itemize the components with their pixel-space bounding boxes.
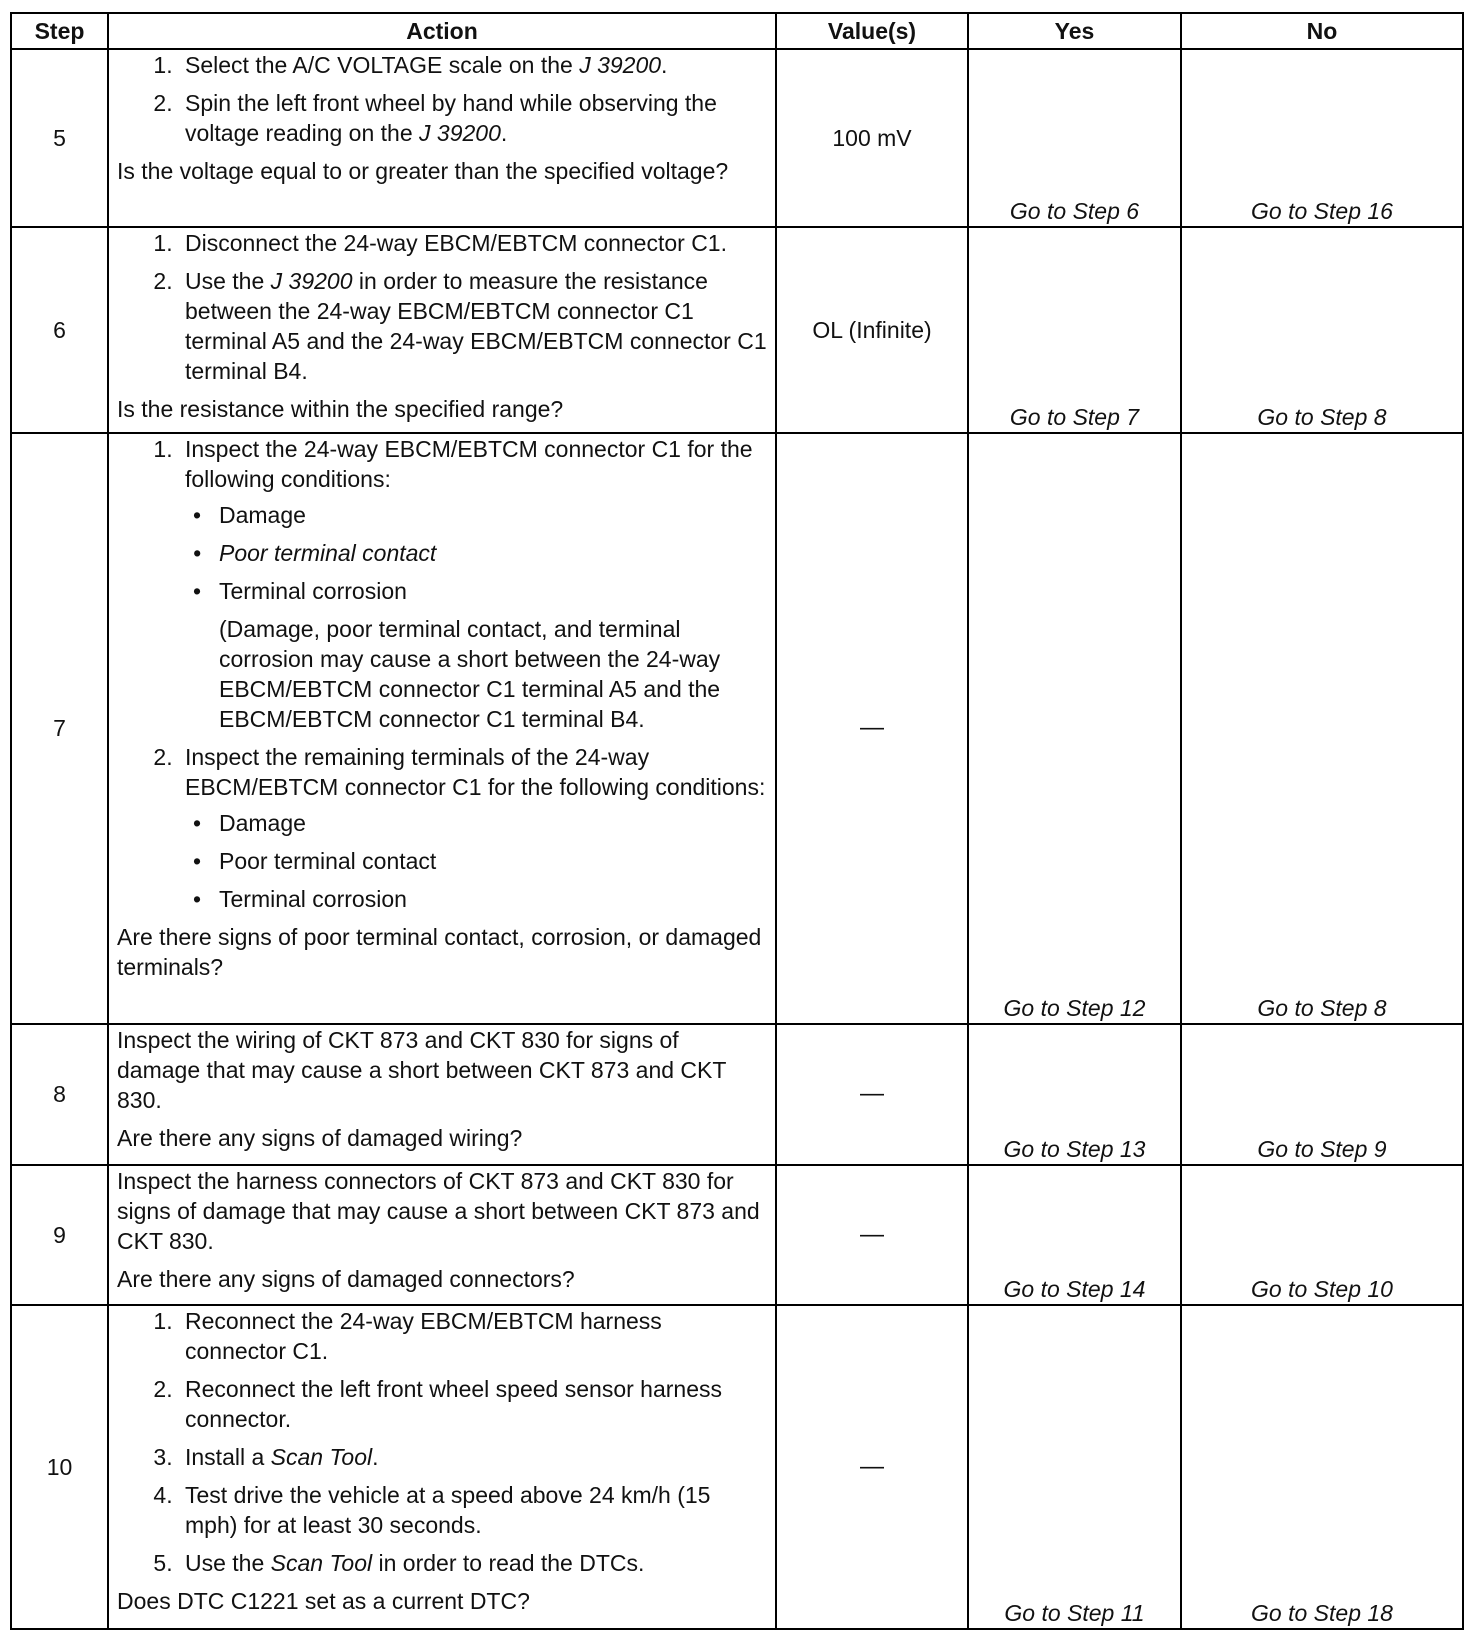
yes-link[interactable]: Go to Step 7: [968, 227, 1181, 432]
action-steps: [117, 50, 767, 148]
action-text: Use the: [185, 268, 271, 295]
list-item: • Terminal corrosion: [211, 576, 767, 606]
action-text: .: [500, 120, 508, 146]
action-step: 4. Test drive the vehicle at a speed above 24 km/h (15 mph) for at least 30 seconds.: [179, 1480, 767, 1540]
step-number: 9: [11, 1165, 108, 1306]
no-link[interactable]: Go to Step 8: [1181, 227, 1463, 432]
table-row: [11, 1305, 1463, 1629]
action-text: Inspect the harness connectors of CKT 873 and CKT 830 for signs of damage that may cause a short between CKT 873 and CKT 830.: [117, 1167, 760, 1254]
list-item: • Damage: [211, 500, 767, 530]
action-text: Use the: [185, 1550, 271, 1577]
action-cell: [108, 227, 776, 432]
action-step: 1. Reconnect the 24-way EBCM/EBTCM harness connector C1.: [179, 1306, 767, 1366]
action-cell: [108, 1024, 776, 1165]
header-values: Value(s): [776, 13, 968, 49]
action-step: [179, 266, 767, 386]
yes-link[interactable]: Go to Step 11: [968, 1305, 1181, 1629]
question-text: Are there signs of poor terminal contact, corrosion, or damaged terminals?: [117, 923, 762, 980]
header-row: [11, 13, 1463, 49]
table-row: [11, 1165, 1463, 1306]
tool-name: J 39200: [270, 268, 353, 295]
header-no: No: [1181, 13, 1463, 49]
header-yes: Yes: [968, 13, 1181, 49]
tool-name: Scan Tool: [270, 1550, 373, 1577]
step-number: 6: [11, 227, 108, 432]
action-step: [179, 434, 767, 734]
diagnostic-sheet: [10, 12, 1462, 1630]
no-link[interactable]: Go to Step 18: [1181, 1305, 1463, 1629]
value-cell: —: [776, 1165, 968, 1306]
tool-name: Scan Tool: [270, 1444, 373, 1471]
diagnostic-table: [10, 12, 1464, 1630]
action-cell: [108, 49, 776, 227]
yes-link[interactable]: Go to Step 13: [968, 1024, 1181, 1165]
action-steps: [117, 434, 767, 914]
action-text: Inspect the remaining terminals of the 24-way EBCM/EBTCM connector C1 for the following conditions:: [185, 743, 766, 800]
list-item: • Poor terminal contact: [211, 846, 767, 876]
table-row: [11, 49, 1463, 227]
list-item: • Damage: [211, 808, 767, 838]
action-text: Inspect the 24-way EBCM/EBTCM connector C1 for the following conditions:: [185, 435, 753, 492]
no-link[interactable]: Go to Step 9: [1181, 1024, 1463, 1165]
header-step: Step: [11, 13, 108, 49]
value-cell: 100 mV: [776, 49, 968, 227]
action-text: Spin the left front wheel by hand while observing the voltage reading on the: [185, 90, 717, 146]
table-row: [11, 1024, 1463, 1165]
value-cell: —: [776, 433, 968, 1024]
yes-link[interactable]: Go to Step 6: [968, 49, 1181, 227]
table-row: [11, 227, 1463, 432]
list-item: • Terminal corrosion: [211, 884, 767, 914]
tool-name: J 39200: [579, 52, 662, 78]
condition-list: [185, 500, 767, 606]
action-text: Select the A/C VOLTAGE scale on the: [185, 52, 580, 78]
action-text: Install a: [185, 1444, 271, 1471]
action-steps: [117, 1306, 767, 1578]
action-step: [179, 50, 767, 80]
step-number: 5: [11, 49, 108, 227]
action-text: in order to measure the resistance between the 24-way EBCM/EBTCM connector C1 terminal A5 and the 24-way EBCM/EBTCM connector C1 terminal B4.: [185, 268, 767, 385]
value-cell: —: [776, 1305, 968, 1629]
action-step: 1. Disconnect the 24-way EBCM/EBTCM connector C1.: [179, 228, 767, 258]
step-number: 10: [11, 1305, 108, 1629]
question-text: Are there any signs of damaged connectors?: [117, 1265, 575, 1292]
action-steps: [117, 228, 767, 386]
tool-name: J 39200: [419, 120, 501, 146]
list-item: • Poor terminal contact: [211, 538, 767, 568]
action-step: [179, 88, 767, 148]
question-text: Is the resistance within the specified range?: [117, 396, 564, 423]
no-link[interactable]: Go to Step 10: [1181, 1165, 1463, 1306]
note-text: (Damage, poor terminal contact, and terminal corrosion may cause a short between the 24-way EBCM/EBTCM connector C1 terminal A5 and the EBCM/EBTCM connector C1 terminal B4.: [219, 615, 721, 732]
header-action: Action: [108, 13, 776, 49]
action-text: .: [372, 1444, 379, 1471]
action-cell: [108, 433, 776, 1024]
action-step: [179, 1548, 767, 1578]
action-text: in order to read the DTCs.: [372, 1550, 645, 1577]
action-step: [179, 742, 767, 914]
question-text: Is the voltage equal to or greater than the specified voltage?: [117, 158, 729, 184]
action-text: Inspect the wiring of CKT 873 and CKT 830 for signs of damage that may cause a short between CKT 873 and CKT 830.: [117, 1026, 727, 1113]
yes-link[interactable]: Go to Step 14: [968, 1165, 1181, 1306]
action-cell: [108, 1305, 776, 1629]
step-number: 8: [11, 1024, 108, 1165]
condition-list: [185, 808, 767, 914]
no-link[interactable]: Go to Step 16: [1181, 49, 1463, 227]
yes-link[interactable]: Go to Step 12: [968, 433, 1181, 1024]
no-link[interactable]: Go to Step 8: [1181, 433, 1463, 1024]
step-number: 7: [11, 433, 108, 1024]
action-step: [179, 1442, 767, 1472]
table-row: [11, 433, 1463, 1024]
action-cell: [108, 1165, 776, 1306]
value-cell: OL (Infinite): [776, 227, 968, 432]
question-text: Are there any signs of damaged wiring?: [117, 1124, 523, 1151]
action-text: .: [661, 52, 668, 78]
value-cell: —: [776, 1024, 968, 1165]
question-text: Does DTC C1221 set as a current DTC?: [117, 1588, 530, 1615]
action-step: 2. Reconnect the left front wheel speed sensor harness connector.: [179, 1374, 767, 1434]
